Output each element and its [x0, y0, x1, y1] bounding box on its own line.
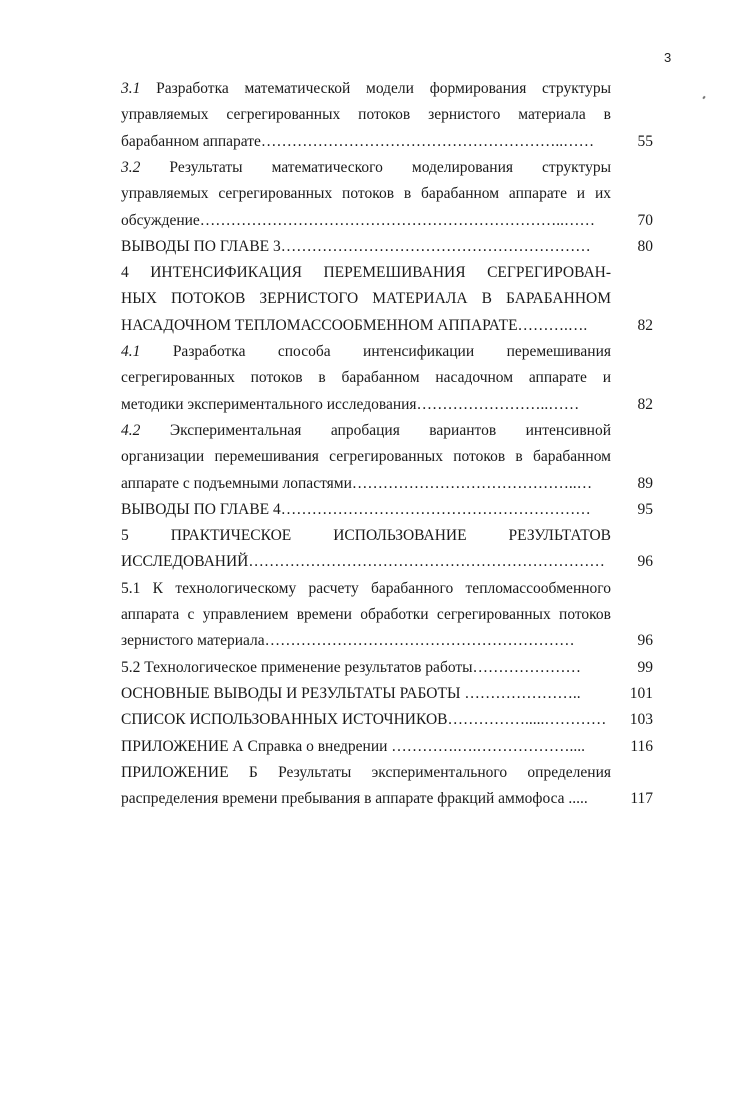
toc-page-number: 70	[637, 211, 653, 229]
toc-line	[121, 208, 653, 234]
toc-entry-title: зернистого материала……………………………………………………	[121, 632, 575, 650]
toc-entry-title: Разработка способа интенсификации перемешивания	[172, 343, 611, 360]
toc-entry-title: Разработка математической модели формирования структуры	[156, 80, 612, 97]
toc-line-text	[121, 707, 611, 733]
toc-line	[121, 471, 653, 497]
toc-line-text	[121, 523, 611, 549]
toc-entry-title: сегрегированных потоков в барабанном насадочном аппарате и	[121, 369, 611, 387]
toc-line	[121, 523, 653, 549]
toc-entry-title: организации перемешивания сегрегированных потоков в барабанном	[121, 448, 611, 466]
toc-line	[121, 786, 653, 812]
toc-entry-title: СПИСОК ИСПОЛЬЗОВАННЫХ ИСТОЧНИКОВ…………….....…………	[121, 711, 607, 729]
toc-line	[121, 760, 653, 786]
toc-line-text	[121, 471, 611, 497]
toc-page-number: 117	[630, 790, 653, 808]
toc-line	[121, 734, 653, 760]
toc-line-text	[121, 444, 611, 470]
toc-line-text	[121, 602, 611, 628]
page-number: 3	[664, 50, 672, 65]
toc-line-text	[121, 760, 611, 786]
toc-entry-title: НЫХ ПОТОКОВ ЗЕРНИСТОГО МАТЕРИАЛА В БАРАБАННОМ	[121, 290, 611, 308]
toc-line-text	[121, 681, 611, 707]
toc-entry-title: ПРИЛОЖЕНИЕ Б Результаты экспериментального определения	[121, 763, 611, 781]
scan-speck	[702, 96, 705, 100]
toc-line	[121, 628, 653, 654]
toc-line	[121, 392, 653, 418]
toc-line-text	[121, 497, 611, 523]
toc-line-text	[121, 392, 611, 418]
toc-entry-title: Результаты математического моделирования структуры	[169, 158, 611, 176]
toc-entry-title: аппарате с подъемными лопастями……………………………………..…	[121, 474, 593, 492]
toc-line-text	[121, 129, 611, 155]
toc-page-number: 103	[629, 711, 653, 729]
toc-page-number: 101	[629, 684, 653, 702]
toc-line-text	[121, 418, 611, 444]
toc-line-text	[121, 365, 611, 391]
toc-page-number: 96	[637, 553, 653, 571]
toc-line	[121, 181, 653, 207]
toc-line-text	[121, 260, 611, 286]
toc-line-text	[121, 734, 611, 760]
toc-line	[121, 707, 653, 733]
toc-entry-title: ИССЛЕДОВАНИЙ……………………………………………………………	[121, 553, 605, 571]
toc-entry-title: ВЫВОДЫ ПО ГЛАВЕ 3……………………………………………………	[121, 237, 591, 255]
section-number: 3.1	[121, 80, 141, 97]
toc-line	[121, 129, 653, 155]
toc-line-text	[121, 655, 611, 681]
toc-entry-title: ПРИЛОЖЕНИЕ А Справка о внедрении ………….….………………....	[121, 737, 586, 755]
toc-line-text	[121, 339, 611, 365]
toc-entry-title: управляемых сегрегированных потоков в барабанном аппарате и их	[121, 185, 611, 203]
toc-line-text	[121, 786, 611, 812]
toc-entry-title: ОСНОВНЫЕ ВЫВОДЫ И РЕЗУЛЬТАТЫ РАБОТЫ …………………..	[121, 684, 581, 702]
toc-line	[121, 681, 653, 707]
toc-line-text	[121, 549, 611, 575]
toc-page-number: 55	[637, 132, 653, 150]
toc-entry-title: 5.1 К технологическому расчету барабанного тепломассообменного	[121, 579, 611, 597]
toc-line	[121, 234, 653, 260]
toc-entry-title: Экспериментальная апробация вариантов интенсивной	[169, 421, 612, 439]
toc-page-number: 99	[637, 658, 653, 676]
toc-line	[121, 102, 653, 128]
toc-line	[121, 260, 653, 286]
toc-entry-title: 5.2 Технологическое применение результатов работы…………………	[121, 658, 582, 676]
toc-line	[121, 602, 653, 628]
toc-entry-title: распределения времени пребывания в аппарате фракций аммофоса .....	[121, 790, 588, 808]
toc-line	[121, 497, 653, 523]
toc-page-number: 80	[637, 237, 653, 255]
toc-line	[121, 339, 653, 365]
toc-line-text	[121, 313, 611, 339]
toc-line-text	[121, 102, 611, 128]
toc-entry-title: методики экспериментального исследования……………………..……	[121, 395, 580, 413]
toc-line-text	[121, 155, 611, 181]
toc-entry-title: обсуждение……………………………………………………………..……	[121, 211, 596, 229]
toc-entry-title: 5 ПРАКТИЧЕСКОЕ ИСПОЛЬЗОВАНИЕ РЕЗУЛЬТАТОВ	[121, 527, 611, 545]
toc-page-number: 82	[637, 395, 653, 413]
toc-line	[121, 155, 653, 181]
section-number: 4.1	[121, 343, 141, 360]
toc-entry-title: управляемых сегрегированных потоков зернистого материала в	[121, 106, 611, 124]
toc-line	[121, 313, 653, 339]
section-number: 3.2	[121, 158, 141, 176]
toc-page-number: 96	[637, 632, 653, 650]
toc-line-text	[121, 181, 611, 207]
toc-line-text	[121, 576, 611, 602]
toc-page-number: 89	[637, 474, 653, 492]
toc-line	[121, 549, 653, 575]
toc-line	[121, 576, 653, 602]
toc-line	[121, 655, 653, 681]
toc-entry-title: 4 ИНТЕНСИФИКАЦИЯ ПЕРЕМЕШИВАНИЯ СЕГРЕГИРОВАН-	[121, 264, 611, 282]
toc-entry-title: ВЫВОДЫ ПО ГЛАВЕ 4……………………………………………………	[121, 500, 591, 518]
toc-line	[121, 286, 653, 312]
toc-entry-title: НАСАДОЧНОМ ТЕПЛОМАССООБМЕННОМ АППАРАТЕ……….….	[121, 316, 588, 334]
toc-line	[121, 418, 653, 444]
toc-line	[121, 365, 653, 391]
toc-line-text	[121, 76, 611, 102]
toc-page-number: 95	[637, 500, 653, 518]
toc-page-number: 82	[637, 316, 653, 334]
toc-page-number: 116	[630, 737, 653, 755]
toc-entry-title: аппарата с управлением времени обработки сегрегированных потоков	[121, 606, 611, 623]
toc-line	[121, 444, 653, 470]
toc-line-text	[121, 208, 611, 234]
section-number: 4.2	[121, 421, 141, 439]
toc-line-text	[121, 234, 611, 260]
toc-entry-title: барабанном аппарате…………………………………………………..……	[121, 132, 595, 150]
toc-line	[121, 76, 653, 102]
toc-line-text	[121, 286, 611, 312]
toc-line-text	[121, 628, 611, 654]
